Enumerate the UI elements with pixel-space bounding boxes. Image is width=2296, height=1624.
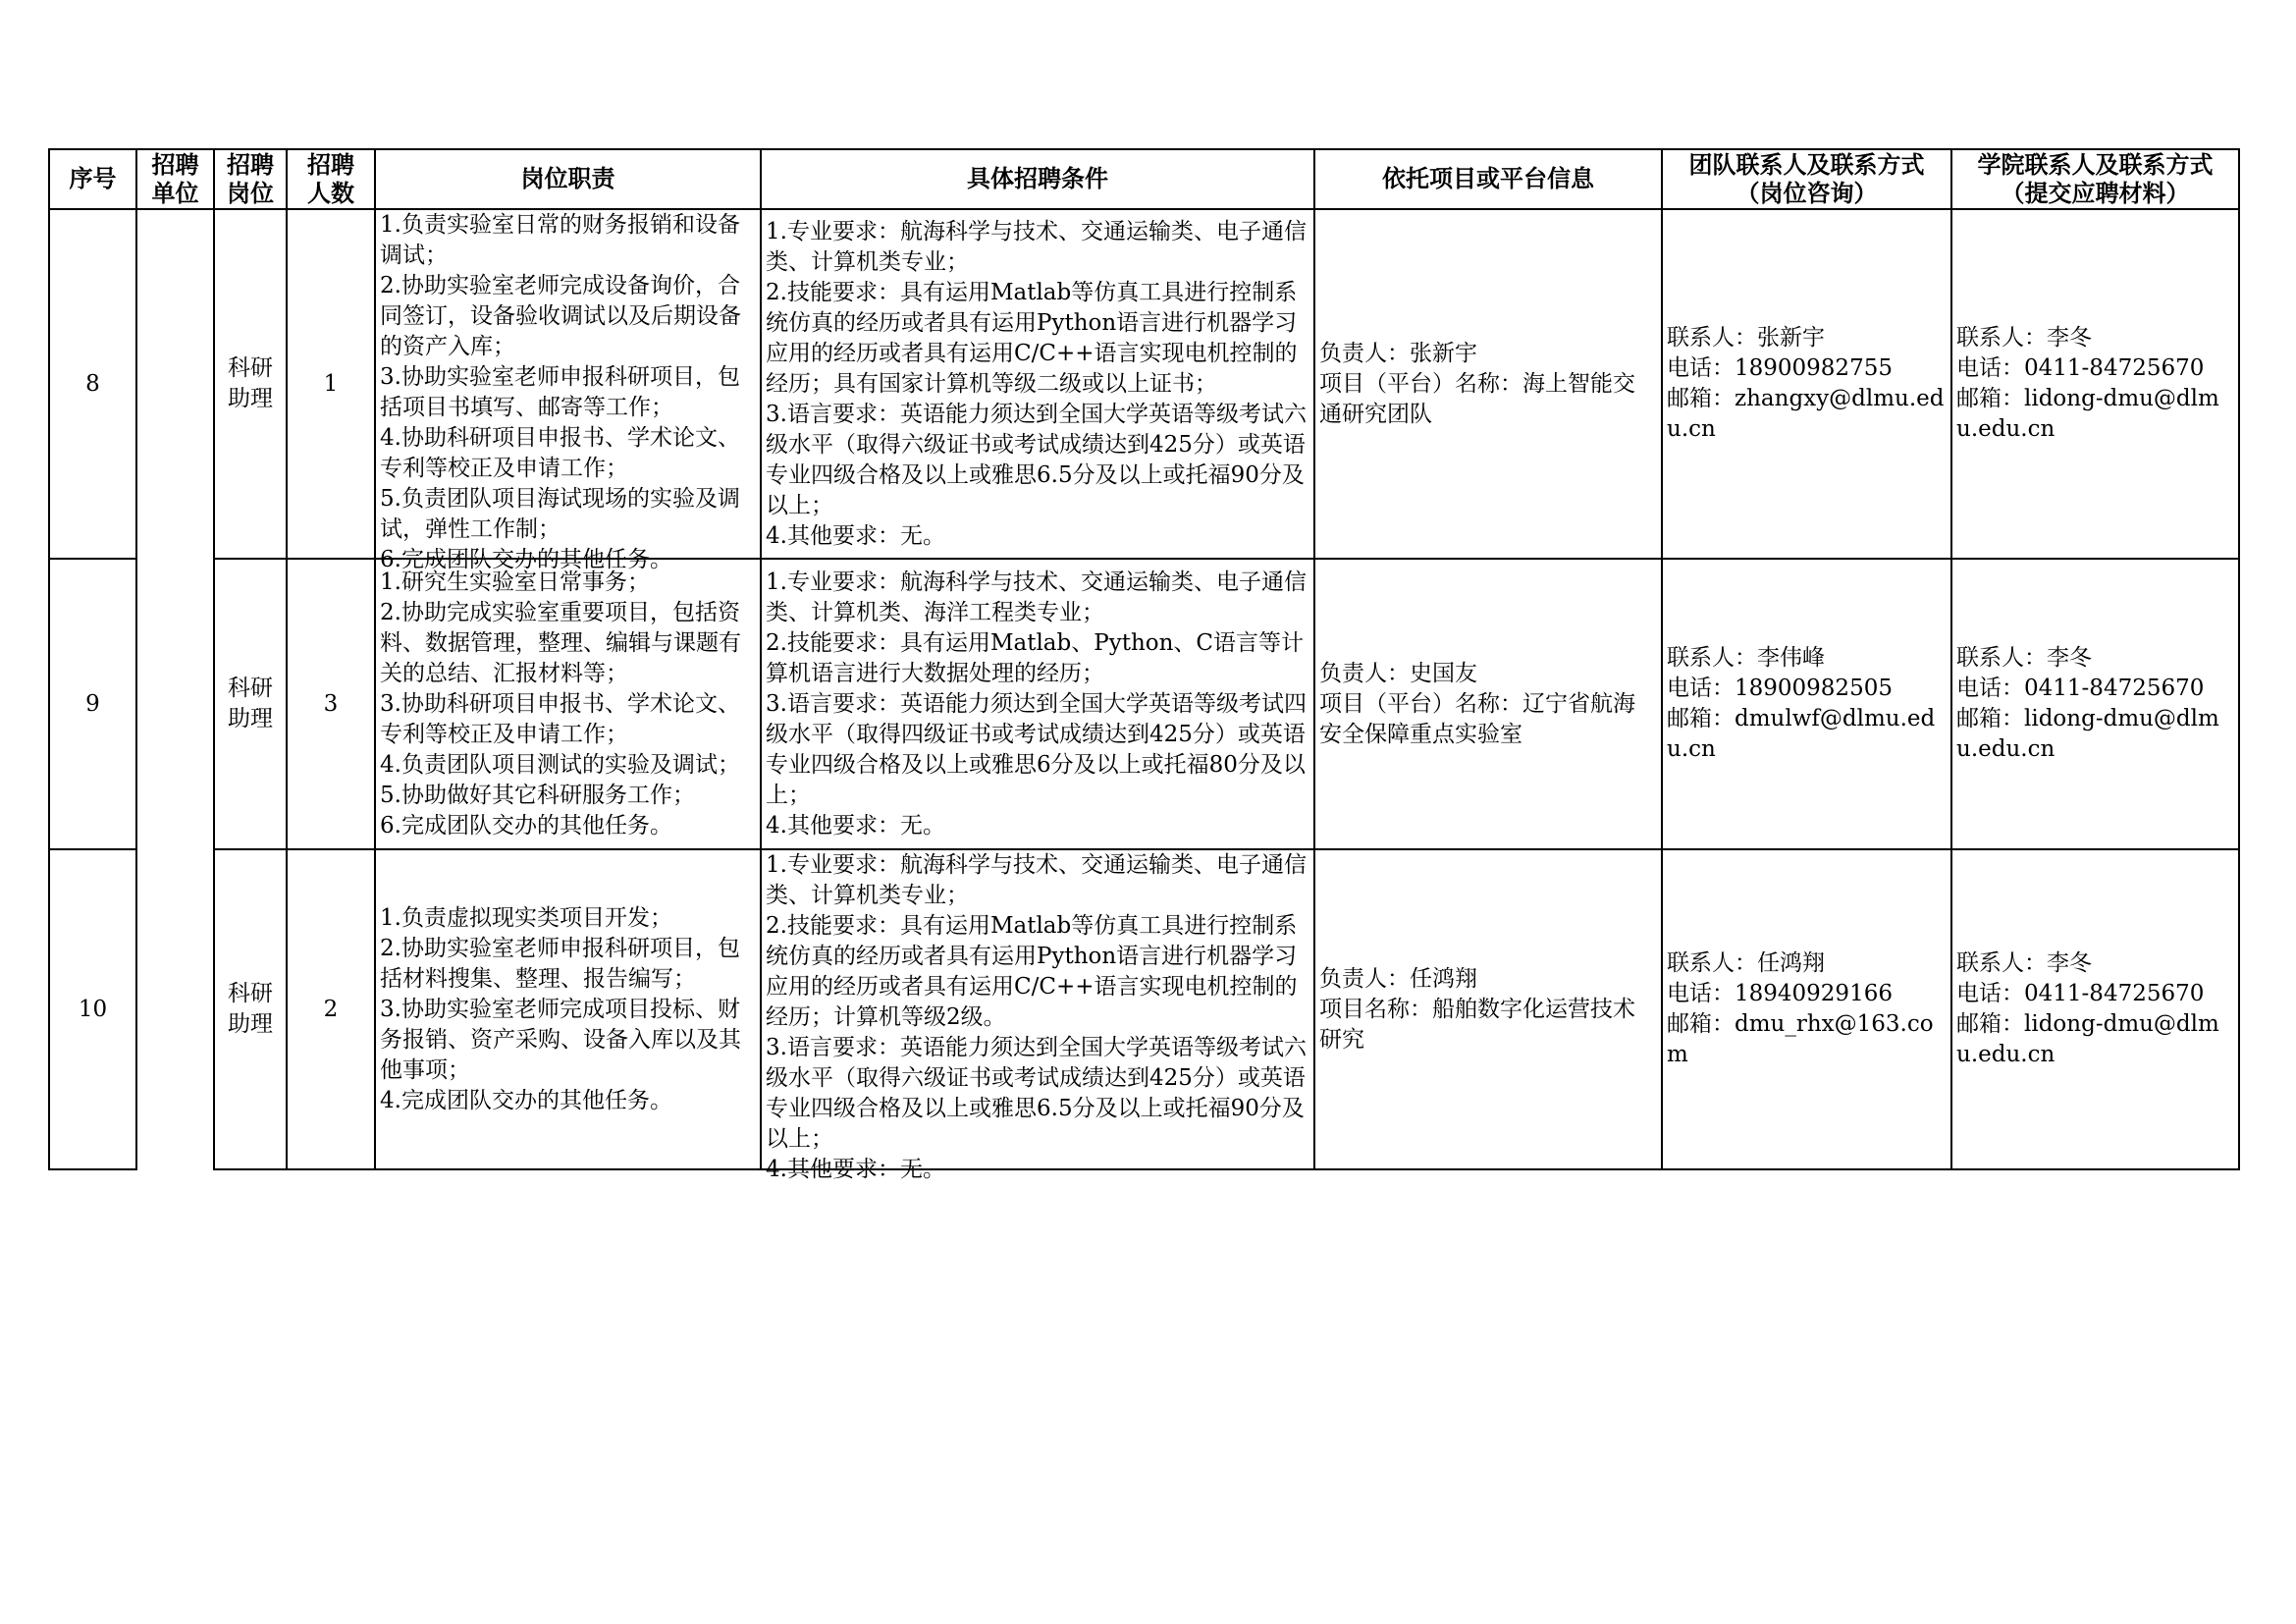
table-row: [49, 209, 2239, 559]
duties-text: 1.研究生实验室日常事务； 2.协助完成实验室重要项目，包括资料、数据管理，整理、编辑与课题有关的总结、汇报材料等； 3.协助科研项目申报书、学术论文、专利等校正及申请工作； 4.负责团队项目测试的实验及调试； 5.协助做好其它科研服务工作； 6.完成团队交办的其他任务。: [380, 568, 741, 839]
cell-duties: [375, 849, 761, 1169]
header-unit-line: 招聘: [151, 150, 199, 179]
cell-team-contact: [1662, 849, 1951, 1169]
header-post-line: 岗位: [227, 179, 274, 207]
header-post: [214, 149, 287, 209]
cell-unit: [136, 559, 214, 849]
cell-seq: 8: [49, 209, 136, 559]
requirements-text: 1.专业要求：航海科学与技术、交通运输类、电子通信类、计算机类、海洋工程类专业； 2.技能要求：具有运用Matlab、Python、C语言等计算机语言进行大数据处理的经历； 3.语言要求：英语能力须达到全国大学英语等级考试四级水平（取得四级证书或考试成绩达到425分）或英语专业四级合格及以上或雅思6分及以上或托福80分及以上； 4.其他要求：无。: [766, 568, 1307, 839]
cell-project: [1314, 849, 1662, 1169]
cell-unit: [136, 209, 214, 559]
post-text: 科研助理: [228, 981, 273, 1037]
table-row: [49, 849, 2239, 1169]
cell-team-contact: [1662, 559, 1951, 849]
header-unit: [136, 149, 214, 209]
cell-requirements: [761, 849, 1314, 1182]
project-text: 负责人：张新宇 项目（平台）名称：海上智能交通研究团队: [1319, 340, 1635, 427]
header-college-contact: [1951, 149, 2239, 209]
cell-team-contact: [1662, 209, 1951, 559]
cell-project: [1314, 209, 1662, 559]
header-unit-line: 单位: [151, 179, 199, 207]
cell-requirements: [761, 559, 1314, 849]
header-count-line: 人数: [307, 179, 354, 207]
cell-seq: 9: [49, 559, 136, 849]
header-team-contact-line: 团队联系人及联系方式: [1688, 150, 1925, 179]
header-team-contact: [1662, 149, 1951, 209]
cell-seq: 10: [49, 849, 136, 1169]
header-seq: 序号: [49, 149, 136, 209]
post-text: 科研助理: [228, 676, 273, 731]
project-text: 负责人：史国友 项目（平台）名称：辽宁省航海安全保障重点实验室: [1319, 660, 1635, 747]
cell-count: 1: [287, 209, 375, 559]
project-text: 负责人：任鸿翔 项目名称：船舶数字化运营技术研究: [1319, 965, 1635, 1053]
recruitment-table: [48, 148, 2240, 1182]
team-contact-text: 联系人：任鸿翔 电话：18940929166 邮箱：dmu_rhx@163.com: [1667, 950, 1934, 1067]
header-count: [287, 149, 375, 209]
college-contact-text: 联系人：李冬 电话：0411-84725670 邮箱：lidong-dmu@dlmu.edu.cn: [1956, 325, 2219, 442]
duties-text: 1.负责实验室日常的财务报销和设备调试； 2.协助实验室老师完成设备询价，合同签订，设备验收调试以及后期设备的资产入库； 3.协助实验室老师申报科研项目，包括项目书填写、邮寄等工作； 4.协助科研项目申报书、学术论文、专利等校正及申请工作； 5.负责团队项目海试现场的实验及调试，弹性工作制； 6.完成团队交办的其他任务。: [380, 212, 741, 572]
cell-post: [214, 559, 287, 849]
duties-text: 1.负责虚拟现实类项目开发； 2.协助实验室老师申报科研项目，包括材料搜集、整理、报告编写； 3.协助实验室老师完成项目投标、财务报销、资产采购、设备入库以及其他事项； 4.完成团队交办的其他任务。: [380, 904, 741, 1113]
cell-college-contact: [1951, 209, 2239, 559]
requirements-text: 1.专业要求：航海科学与技术、交通运输类、电子通信类、计算机类专业； 2.技能要求：具有运用Matlab等仿真工具进行控制系统仿真的经历或者具有运用Python语言进行机器学习应用的经历或者具有运用C/C++语言实现电机控制的经历；计算机等级2级。 3.语言要求：英语能力须达到全国大学英语等级考试六级水平（取得六级证书或考试成绩达到425分）或英语专业四级合格及以上或雅思6.5分及以上或托福90分及以上； 4.其他要求：无。: [766, 852, 1307, 1182]
recruitment-sheet: [48, 148, 2240, 1182]
team-contact-text: 联系人：张新宇 电话：18900982755 邮箱：zhangxy@dlmu.edu.cn: [1667, 325, 1945, 442]
cell-college-contact: [1951, 559, 2239, 849]
cell-count: 3: [287, 559, 375, 849]
header-requirements: 具体招聘条件: [761, 149, 1314, 209]
header-project: 依托项目或平台信息: [1314, 149, 1662, 209]
header-college-contact-line: 学院联系人及联系方式: [1977, 150, 2214, 179]
requirements-text: 1.专业要求：航海科学与技术、交通运输类、电子通信类、计算机类专业； 2.技能要求：具有运用Matlab等仿真工具进行控制系统仿真的经历或者具有运用Python语言进行机器学习应用的经历或者具有运用C/C++语言实现电机控制的经历；具有国家计算机等级二级或以上证书； 3.语言要求：英语能力须达到全国大学英语等级考试六级水平（取得六级证书或考试成绩达到425分）或英语专业四级合格及以上或雅思6.5分及以上或托福90分及以上； 4.其他要求：无。: [766, 218, 1307, 549]
header-duties: 岗位职责: [375, 149, 761, 209]
college-contact-text: 联系人：李冬 电话：0411-84725670 邮箱：lidong-dmu@dlmu.edu.cn: [1956, 950, 2219, 1067]
cell-post: [214, 849, 287, 1169]
header-college-contact-line: （提交应聘材料）: [2001, 179, 2190, 207]
cell-requirements: [761, 209, 1314, 559]
header-post-line: 招聘: [227, 150, 274, 179]
post-text: 科研助理: [228, 355, 273, 411]
cell-count: 2: [287, 849, 375, 1169]
cell-post: [214, 209, 287, 559]
college-contact-text: 联系人：李冬 电话：0411-84725670 邮箱：lidong-dmu@dlmu.edu.cn: [1956, 645, 2219, 762]
cell-college-contact: [1951, 849, 2239, 1169]
cell-duties: [375, 209, 761, 572]
team-contact-text: 联系人：李伟峰 电话：18900982505 邮箱：dmulwf@dlmu.edu.cn: [1667, 645, 1936, 762]
header-team-contact-line: （岗位咨询）: [1735, 179, 1878, 207]
cell-unit: [136, 849, 214, 1169]
table-row: [49, 559, 2239, 849]
header-count-line: 招聘: [307, 150, 354, 179]
header-row: [49, 149, 2239, 209]
cell-project: [1314, 559, 1662, 849]
cell-duties: [375, 559, 761, 849]
